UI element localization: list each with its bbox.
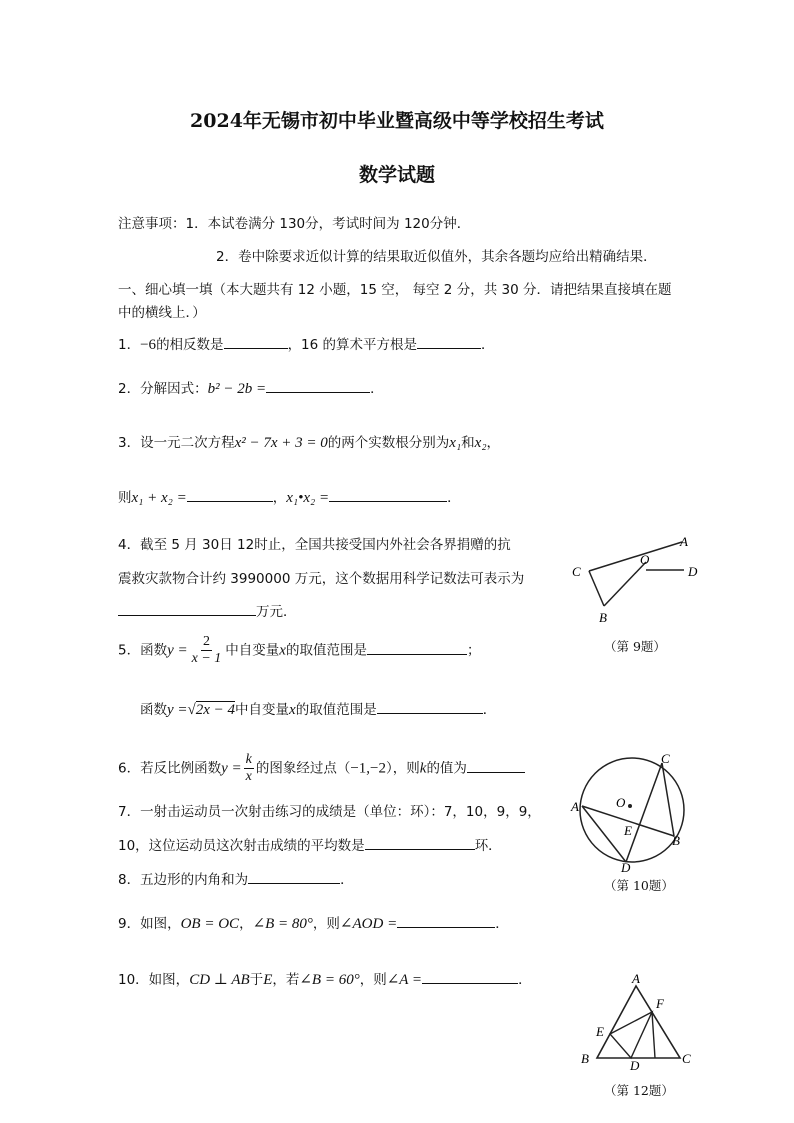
answer-blank[interactable]	[118, 603, 256, 616]
label-D: D	[630, 1058, 640, 1070]
question-5: 5．函数y = $\frac{2}{x - 1}$ 中自变量x的取值范围是 ；	[118, 634, 481, 666]
answer-blank[interactable]	[367, 642, 467, 655]
figure-10-drawing	[566, 750, 696, 874]
answer-blank[interactable]	[248, 871, 340, 884]
notice-label: 注意事项：	[118, 216, 186, 232]
question-2: 2．分解因式：b² − 2b = ．	[118, 381, 384, 397]
answer-blank[interactable]	[365, 837, 475, 850]
fraction: $\frac{k}{x}$	[245, 752, 252, 784]
label-C: C	[682, 1051, 691, 1066]
label-E: E	[596, 1024, 604, 1039]
label-B: B	[581, 1051, 589, 1066]
question-4-line-2: 震救灾款物合计约 3990000 万元，这个数据用科学记数法可表示为	[118, 571, 525, 587]
label-A: A	[680, 534, 688, 549]
question-10: 10．如图，CD ⊥ AB于E，若∠B = 60°，则∠A = ．	[118, 972, 532, 988]
sqrt-icon: √	[187, 702, 196, 718]
label-A: A	[632, 971, 640, 986]
answer-blank[interactable]	[422, 971, 518, 984]
label-A: A	[571, 799, 579, 814]
notice-item-2: 2．卷中除要求近似计算的结果取近似值外，其余各题均应给出精确结果．	[216, 249, 657, 265]
answer-blank[interactable]	[187, 489, 273, 502]
label-D: D	[621, 860, 631, 874]
question-3-line-2: 则x₁ + x₂ = ，x₁•x₂ = ．	[118, 490, 461, 506]
figure-10	[566, 750, 696, 874]
question-3: 3．设一元二次方程x² − 7x + 3 = 0的两个实数根分别为x₁和x₂，	[118, 435, 501, 451]
figure-9-caption: （第 9题）	[604, 639, 666, 654]
question-9: 9．如图，OB = OC，∠B = 80°，则∠AOD = ．	[118, 916, 509, 932]
label-O: O	[640, 552, 650, 567]
answer-blank[interactable]	[417, 336, 481, 349]
question-4-line-3: 万元．	[118, 600, 297, 620]
question-6: 6．若反比例函数y = $\frac{k}{x}$ 的图象经过点（−1,−2），则k的值为	[118, 752, 525, 785]
label-E: E	[624, 823, 632, 838]
label-B: B	[599, 610, 607, 625]
section-header-line-2: 中的横线上．）	[118, 305, 206, 321]
question-4-line-1: 4．截至 5 月 30日 12时止，全国共接受国内外社会各界捐赠的抗	[118, 537, 511, 553]
label-C: C	[572, 564, 581, 579]
section-header-line-1: 一、细心填一填（本大题共有 12 小题，15 空， 每空 2 分，共 30 分．请把结果直接填在题	[118, 282, 672, 298]
figure-12-caption: （第 12题）	[604, 1083, 674, 1098]
question-1: 1．−6的相反数是 ，16 的算术平方根是 ．	[118, 337, 495, 353]
answer-blank[interactable]	[224, 336, 288, 349]
figure-9	[566, 530, 702, 630]
notice-item-1: 1．本试卷满分 130分，考试时间为 120分钟．	[185, 216, 471, 232]
figure-9-drawing	[566, 530, 702, 630]
label-D: D	[688, 564, 698, 579]
answer-blank[interactable]	[467, 760, 525, 773]
notice-line-1	[118, 212, 470, 232]
label-C: C	[661, 751, 670, 766]
answer-blank[interactable]	[329, 489, 447, 502]
answer-blank[interactable]	[397, 915, 495, 928]
figure-12	[576, 966, 700, 1070]
question-7-line-2: 10，这位运动员这次射击成绩的平均数是 环．	[118, 838, 502, 854]
question-5-line-2: 函数y =√2x − 4中自变量x的取值范围是 ．	[140, 702, 497, 718]
exam-title: 2024年无锡市初中毕业暨高级中等学校招生考试	[190, 110, 604, 132]
label-B: B	[672, 833, 680, 848]
answer-blank[interactable]	[377, 701, 483, 714]
fraction: $\frac{2}{x - 1}$	[191, 634, 222, 666]
figure-12-drawing	[576, 966, 700, 1070]
figure-10-caption: （第 10题）	[604, 878, 674, 893]
label-O: O	[616, 795, 626, 810]
label-F: F	[656, 996, 664, 1011]
exam-subtitle: 数学试题	[358, 164, 435, 186]
question-7-line-1: 7．一射击运动员一次射击练习的成绩是（单位：环）：7，10，9，9，	[118, 804, 541, 820]
answer-blank[interactable]	[266, 380, 370, 393]
question-8: 8．五边形的内角和为 ．	[118, 872, 354, 888]
